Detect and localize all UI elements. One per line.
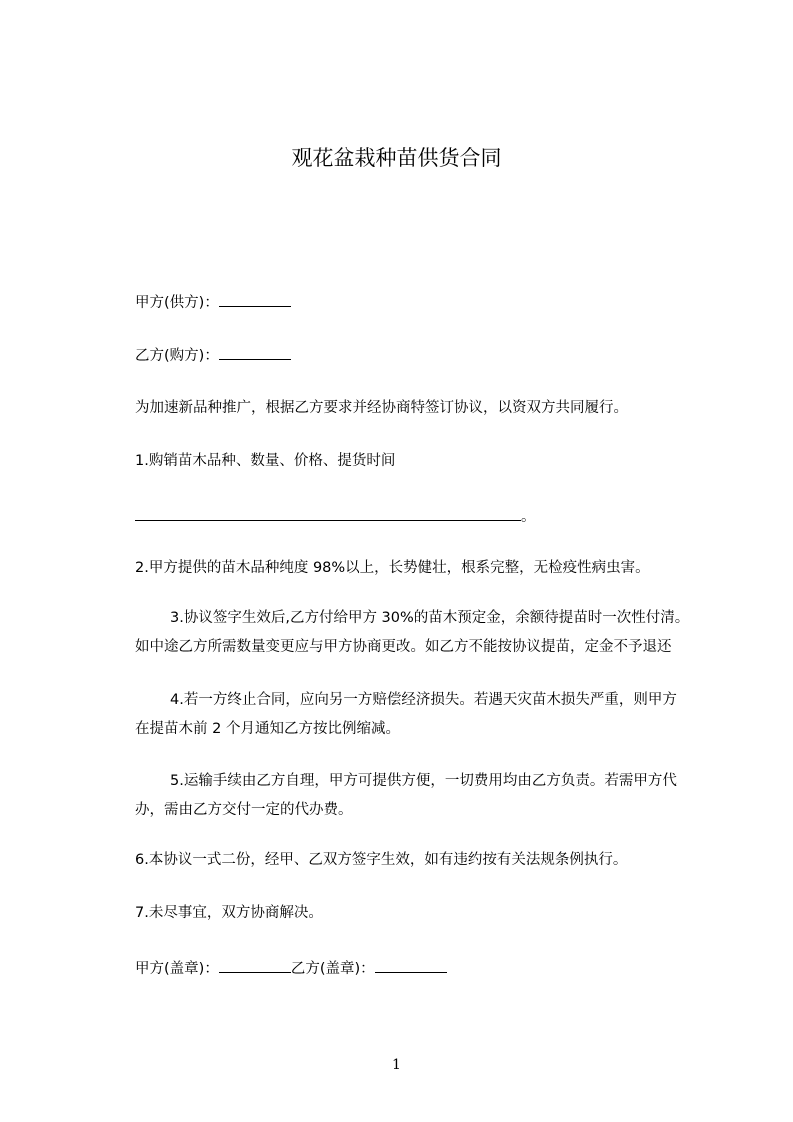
clause-7: 7.未尽事宜，双方协商解决。 bbox=[135, 905, 323, 921]
preamble: 为加速新品种推广，根据乙方要求并经协商特签订协议，以资双方共同履行。 bbox=[135, 400, 628, 416]
clause-6: 6.本协议一式二份，经甲、乙双方签字生效，如有违约按有关法规条例执行。 bbox=[135, 852, 628, 868]
clause-1-end: 。 bbox=[521, 509, 536, 525]
clause-1-blank-line bbox=[135, 506, 536, 527]
clause-4-line-1: 4.若一方终止合同，应向另一方赔偿经济损失。若遇天灾苗木损失严重，则甲方 bbox=[170, 692, 677, 708]
sign-b-blank bbox=[375, 958, 447, 973]
clause-4-line-2: 在提苗木前 2 个月通知乙方按比例缩减。 bbox=[135, 721, 400, 737]
clause-1-blank bbox=[135, 506, 521, 521]
page-number: 1 bbox=[392, 1057, 401, 1073]
clause-4 bbox=[104, 686, 704, 744]
clause-5-line-2: 办，需由乙方交付一定的代办费。 bbox=[135, 802, 353, 818]
clause-2: 2.甲方提供的苗木品种纯度 98%以上，长势健壮，根系完整，无检疫性病虫害。 bbox=[135, 560, 650, 576]
party-a-line bbox=[135, 292, 291, 313]
signature-line bbox=[135, 958, 447, 979]
clause-5-line-1: 5.运输手续由乙方自理，甲方可提供方便，一切费用均由乙方负责。若需甲方代 bbox=[170, 773, 677, 789]
clause-3 bbox=[104, 604, 704, 662]
clause-3-line-1: 3.协议签字生效后,乙方付给甲方 30%的苗木预定金，余额待提苗时一次性付清。 bbox=[170, 610, 690, 626]
party-b-blank bbox=[219, 345, 291, 360]
sign-a-label: 甲方(盖章)： bbox=[135, 961, 219, 977]
party-a-blank bbox=[219, 292, 291, 307]
sign-a-blank bbox=[219, 958, 291, 973]
document-title: 观花盆栽种苗供货合同 bbox=[291, 146, 502, 170]
party-b-line bbox=[135, 345, 291, 366]
sign-b-label: 乙方(盖章)： bbox=[290, 961, 375, 977]
clause-1: 1.购销苗木品种、数量、价格、提货时间 bbox=[135, 453, 396, 469]
clause-5 bbox=[104, 767, 704, 825]
clause-3-line-2: 如中途乙方所需数量变更应与甲方协商更改。如乙方不能按协议提苗，定金不予退还 bbox=[135, 639, 672, 655]
party-a-label: 甲方(供方)： bbox=[135, 295, 219, 311]
party-b-label: 乙方(购方)： bbox=[135, 348, 219, 364]
